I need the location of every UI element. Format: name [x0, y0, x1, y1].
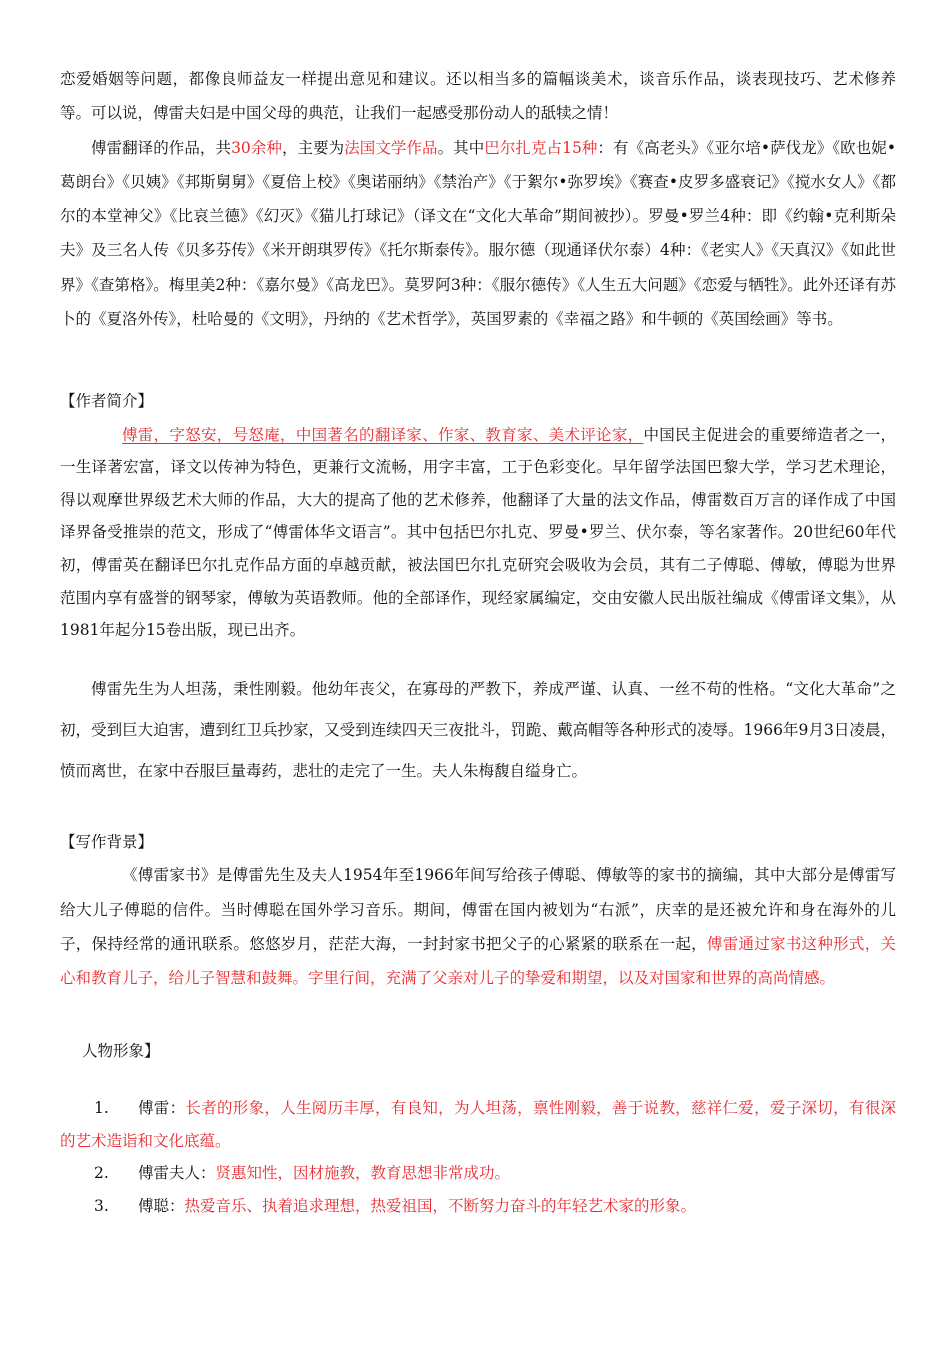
character-item-fucong: [60, 1190, 896, 1223]
character-item-fulei: [60, 1092, 896, 1157]
translations-paragraph: [60, 131, 896, 337]
translations-text-2: ，主要为: [281, 138, 345, 157]
character-number: 3.: [94, 1196, 109, 1215]
background-highlight: 傅雷通过家书这种形式，关心和教育儿子，给儿子智慧和鼓舞。字里行间，充满了父亲对儿子的挚爱和期望，以及对国家和世界的高尚情感。: [60, 935, 896, 988]
character-name: 傅雷：: [138, 1098, 186, 1117]
author-intro-highlight: 傅雷，字怒安，号怒庵，中国著名的翻译家、作家、教育家、美术评论家，: [122, 425, 644, 444]
character-item-fulei-wife: [60, 1157, 896, 1190]
author-paragraph-2: 傅雷先生为人坦荡，秉性刚毅。他幼年丧父，在寡母的严教下，养成严谨、认真、一丝不苟的性格。“文化大革命”之初，受到巨大迫害，遭到红卫兵抄家，又受到连续四天三夜批斗，罚跪、戴高帽等各种形式的凌辱。1966年9月3日凌晨，愤而离世，在家中吞服巨量毒药，悲壮的走完了一生。夫人朱梅馥自缢身亡。: [60, 679, 896, 780]
background-text: 《傅雷家书》是傅雷先生及夫人1954年至1966年间写给孩子傅聪、傅敏等的家书的摘编，其中大部分是傅雷写给大儿子傅聪的信件。当时傅聪在国外学习音乐。期间，傅雷在国内被划为“右派”，庆幸的是还被允许和身在海外的儿子，保持经常的通讯联系。悠悠岁月，茫茫大海，一封封家书把父子的心紧紧的联系在一起，: [60, 866, 896, 954]
character-number: 2.: [94, 1164, 109, 1183]
characters-heading: 人物形象】: [82, 1041, 160, 1060]
author-heading: 【作者简介】: [60, 392, 154, 411]
background-paragraph: [60, 858, 896, 995]
document-page: [60, 62, 896, 1222]
translations-text-3: 。其中: [437, 138, 485, 157]
character-number: 1.: [94, 1098, 109, 1117]
character-description: 热爱音乐、执着追求理想，热爱祖国，不断努力奋斗的年轻艺术家的形象。: [184, 1196, 697, 1215]
translations-count: 30余种: [231, 138, 282, 157]
character-name: 傅雷夫人：: [138, 1164, 216, 1183]
character-name: 傅聪：: [138, 1196, 185, 1215]
translations-list: ：有《高老头》《亚尔培•萨伐龙》《欧也妮•葛朗台》《贝姨》《邦斯舅舅》《夏倍上校》《奥诺丽纳》《禁治产》《于絮尔•弥罗埃》《赛查•皮罗多盛衰记》《搅水女人》《都尔的本堂神父》《比哀兰德》《幻灭》《猫儿打球记》（译文在“文化大革命”期间被抄）。罗曼•罗兰4种：即《约翰•克利斯朵夫》及三名人传《贝多芬传》《米开朗琪罗传》《托尔斯泰传》。服尔德（现通译伏尔泰）4种：《老实人》《天真汉》《如此世界》《查第格》。梅里美2种：《嘉尔曼》《高龙巴》。莫罗阿3种：《服尔德传》《人生五大问题》《恋爱与牺牲》。此外还译有苏卜的《夏洛外传》，杜哈曼的《文明》，丹纳的《艺术哲学》，英国罗素的《幸福之路》和牛顿的《英国绘画》等书。: [60, 138, 896, 329]
translations-text-1: 傅雷翻译的作品，共: [91, 138, 232, 157]
author-paragraph-1: [60, 419, 896, 647]
character-description: 长者的形象，人生阅历丰厚，有良知，为人坦荡，禀性刚毅，善于说教，慈祥仁爱，爱子深切，有很深的艺术造诣和文化底蕴。: [60, 1098, 896, 1150]
translations-balzac: 巴尔扎克占15种: [484, 138, 598, 157]
background-heading: 【写作背景】: [60, 832, 154, 851]
author-intro-rest: 中国民主促进会的重要缔造者之一，一生译著宏富，译文以传神为特色，更兼行文流畅，用字丰富，工于色彩变化。早年留学法国巴黎大学，学习艺术理论，得以观摩世界级艺术大师的作品，大大的提高了他的艺术修养，他翻译了大量的法文作品，傅雷数百万言的译作成了中国译界备受推崇的范文，形成了“傅雷体华文语言”。其中包括巴尔扎克、罗曼•罗兰、伏尔泰，等名家著作。20世纪60年代初，傅雷英在翻译巴尔扎克作品方面的卓越贡献，被法国巴尔扎克研究会吸收为会员，其有二子傅聪、傅敏，傅聪为世界范围内享有盛誉的钢琴家，傅敏为英语教师。他的全部译作，现经家属编定，交由安徽人民出版社编成《傅雷译文集》，从1981年起分15卷出版，现已出齐。: [60, 425, 896, 640]
intro-paragraph-end: 恋爱婚姻等问题，都像良师益友一样提出意见和建议。还以相当多的篇幅谈美术，谈音乐作品，谈表现技巧、艺术修养等。可以说，傅雷夫妇是中国父母的典范，让我们一起感受那份动人的舐犊之情！: [60, 70, 896, 123]
character-description: 贤惠知性，因材施教，教育思想非常成功。: [215, 1164, 511, 1183]
translations-french-lit: 法国文学作品: [344, 138, 438, 157]
